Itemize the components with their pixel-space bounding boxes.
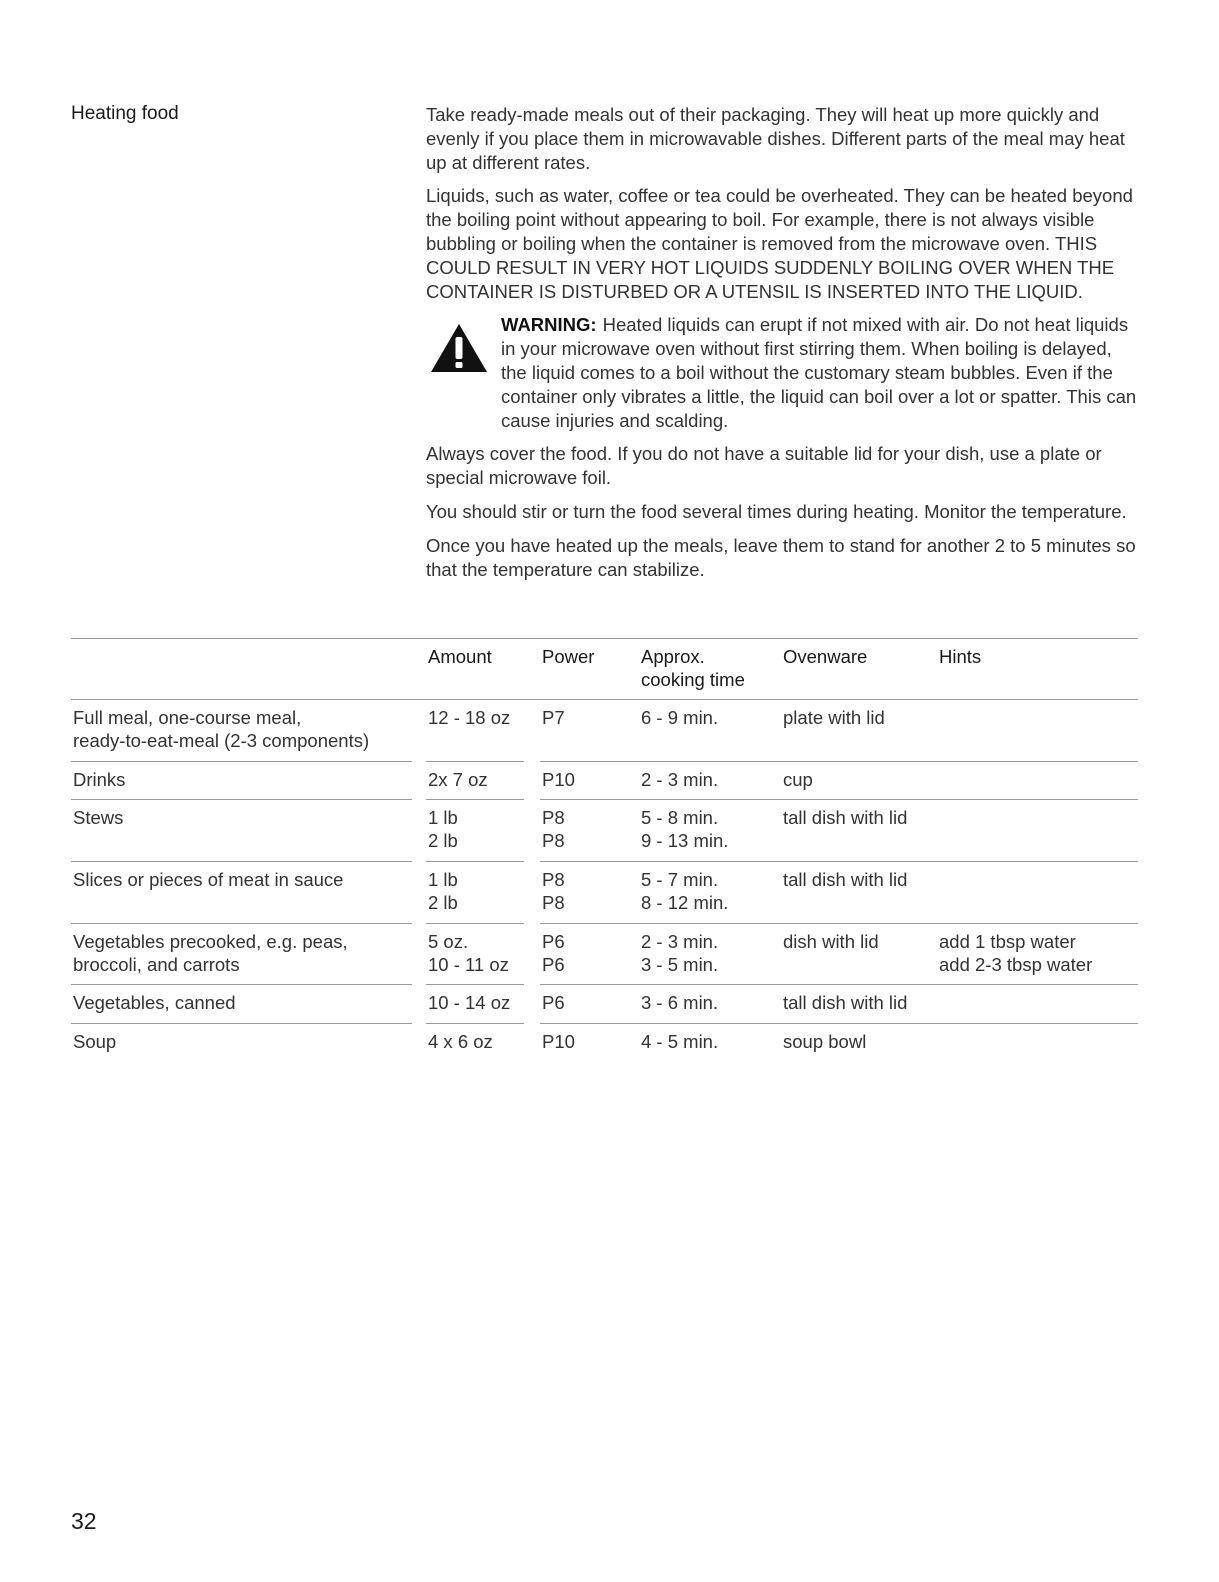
cell-food-line: ready-to-eat-meal (2-3 components) (73, 730, 370, 752)
header-amount: Amount (426, 639, 524, 700)
paragraph-cover-food: Always cover the food. If you do not have a suitable lid for your dish, use a plate or special microwave foil. (426, 443, 1102, 489)
cell-time (639, 923, 781, 985)
main-text-column (426, 103, 1138, 591)
cell-hints-line: add 2-3 tbsp water (939, 954, 1093, 976)
cell-power (540, 761, 639, 799)
header-time-line2: cooking time (641, 669, 745, 691)
header-power: Power (540, 639, 639, 700)
header-hints: Hints (937, 639, 1138, 700)
header-cooking-time (639, 639, 781, 700)
page-number: 32 (71, 1508, 97, 1534)
paragraph-standing-time: Once you have heated up the meals, leave them to stand for another 2 to 5 minutes so that the temperature can stabilize. (426, 534, 1136, 580)
cell-amount (426, 800, 524, 862)
cell-power-line: P6 (542, 954, 565, 976)
cell-amount-line: 2 lb (428, 830, 458, 852)
cell-hints-line: add 1 tbsp water (939, 930, 1076, 952)
table-row (71, 1023, 1138, 1061)
cell-amount (426, 1023, 524, 1061)
paragraph-liquids: Liquids, such as water, coffee or tea could be overheated. They can be heated beyond the boiling point without appearing to boil. For example, there is not always visible bubbling or boiling when the container is removed from the microwave oven. THIS COULD RESULT IN VERY HOT LIQUIDS SUDDENLY BOILING OVER WHEN THE CONTAINER IS DISTURBED OR A UTENSIL IS INSERTED INTO THE LIQUID. (426, 185, 1133, 302)
cell-time-line: 5 - 7 min. (641, 868, 719, 890)
cell-amount-line: 10 - 11 oz (428, 954, 509, 976)
warning-text-block (501, 313, 1138, 432)
cell-power (540, 923, 639, 985)
paragraph-packaging: Take ready-made meals out of their packaging. They will heat up more quickly and evenly if you place them in microwavable dishes. Different parts of the meal may heat up at different rates. (426, 104, 1125, 173)
cell-amount-line: 2x 7 oz (428, 768, 488, 790)
cell-power (540, 800, 639, 862)
cell-time (639, 985, 781, 1023)
cell-food (71, 861, 412, 923)
heating-food-table (71, 638, 1138, 1061)
cell-time-line: 4 - 5 min. (641, 1030, 719, 1052)
cell-time (639, 800, 781, 862)
table-body (71, 699, 1138, 1061)
cell-power-line: P8 (542, 830, 565, 852)
section-heading: Heating food (71, 103, 179, 124)
cell-amount-line: 2 lb (428, 892, 458, 914)
cell-power (540, 699, 639, 761)
cell-power (540, 985, 639, 1023)
cell-amount-line: 12 - 18 oz (428, 706, 511, 728)
cell-ovenware-line: soup bowl (783, 1030, 867, 1052)
cell-food-line: Drinks (73, 768, 126, 790)
cell-hints (937, 1023, 1138, 1061)
cell-food (71, 761, 412, 799)
cell-ovenware-line: cup (783, 768, 813, 790)
cell-time (639, 1023, 781, 1061)
cell-ovenware-line: dish with lid (783, 930, 879, 952)
cell-ovenware-line: plate with lid (783, 706, 885, 728)
cell-time-line: 3 - 6 min. (641, 992, 719, 1014)
cell-amount (426, 923, 524, 985)
cell-amount (426, 861, 524, 923)
table-row (71, 699, 1138, 761)
cell-time-line: 5 - 8 min. (641, 807, 719, 829)
cell-hints (937, 800, 1138, 862)
cell-ovenware (781, 923, 937, 985)
cell-power-line: P10 (542, 1030, 575, 1052)
cell-time-line: 2 - 3 min. (641, 768, 719, 790)
cell-food-line: Full meal, one-course meal, (73, 706, 302, 728)
cell-amount-line: 1 lb (428, 807, 458, 829)
cell-amount-line: 4 x 6 oz (428, 1030, 493, 1052)
cell-food (71, 923, 412, 985)
cell-time (639, 861, 781, 923)
cell-amount-line: 5 oz. (428, 930, 469, 952)
cell-food-line: Vegetables precooked, e.g. peas, (73, 930, 348, 952)
cell-food (71, 1023, 412, 1061)
cell-food (71, 699, 412, 761)
cell-ovenware-line: tall dish with lid (783, 868, 908, 890)
cell-ovenware (781, 800, 937, 862)
cell-ovenware-line: tall dish with lid (783, 992, 908, 1014)
cell-time-line: 2 - 3 min. (641, 930, 719, 952)
cell-power-line: P10 (542, 768, 575, 790)
cell-hints (937, 861, 1138, 923)
table-row (71, 861, 1138, 923)
cell-power-line: P6 (542, 930, 565, 952)
table-row (71, 761, 1138, 799)
cell-power-line: P8 (542, 868, 565, 890)
cell-time-line: 3 - 5 min. (641, 954, 719, 976)
header-ovenware: Ovenware (781, 639, 937, 700)
cell-ovenware (781, 861, 937, 923)
cell-food-line: Vegetables, canned (73, 992, 236, 1014)
header-time-line1: Approx. (641, 646, 705, 667)
cell-amount (426, 985, 524, 1023)
table-row (71, 923, 1138, 985)
warning-label: WARNING: (501, 314, 597, 336)
cell-ovenware-line: tall dish with lid (783, 807, 908, 829)
table-row (71, 800, 1138, 862)
cell-hints (937, 761, 1138, 799)
cell-food-line: Slices or pieces of meat in sauce (73, 868, 344, 890)
cell-time (639, 699, 781, 761)
cell-food-line: Stews (73, 807, 124, 829)
table-header-row (71, 639, 1138, 700)
paragraph-stir-food: You should stir or turn the food several times during heating. Monitor the temperature. (426, 500, 1127, 522)
cell-food (71, 800, 412, 862)
cell-power-line: P7 (542, 706, 565, 728)
cell-food (71, 985, 412, 1023)
cell-time-line: 6 - 9 min. (641, 706, 719, 728)
cell-amount (426, 761, 524, 799)
cell-power (540, 861, 639, 923)
cell-time (639, 761, 781, 799)
cell-time-line: 9 - 13 min. (641, 830, 729, 852)
cell-hints (937, 985, 1138, 1023)
cell-power-line: P6 (542, 992, 565, 1014)
cell-hints (937, 923, 1138, 985)
table-row (71, 985, 1138, 1023)
cell-amount-line: 1 lb (428, 868, 458, 890)
cell-time-line: 8 - 12 min. (641, 892, 729, 914)
cell-ovenware (781, 761, 937, 799)
cell-amount (426, 699, 524, 761)
cell-ovenware (781, 1023, 937, 1061)
cell-food-line: broccoli, and carrots (73, 954, 240, 976)
cell-power (540, 1023, 639, 1061)
cell-hints (937, 699, 1138, 761)
cell-food-line: Soup (73, 1030, 117, 1052)
cell-power-line: P8 (542, 892, 565, 914)
warning-triangle-icon (430, 323, 488, 373)
warning-box (426, 313, 1138, 432)
cell-ovenware (781, 699, 937, 761)
cell-power-line: P8 (542, 807, 565, 829)
warning-text: Heated liquids can erupt if not mixed with air. Do not heat liquids in your microwave oven without first stirring them. When boiling is delayed, the liquid comes to a boil without the customary steam bubbles. Even if the container only vibrates a little, the liquid can boil over a lot or spatter. This can cause injuries and scalding. (501, 314, 1137, 431)
cell-amount-line: 10 - 14 oz (428, 992, 511, 1014)
cell-ovenware (781, 985, 937, 1023)
header-food (71, 639, 412, 700)
